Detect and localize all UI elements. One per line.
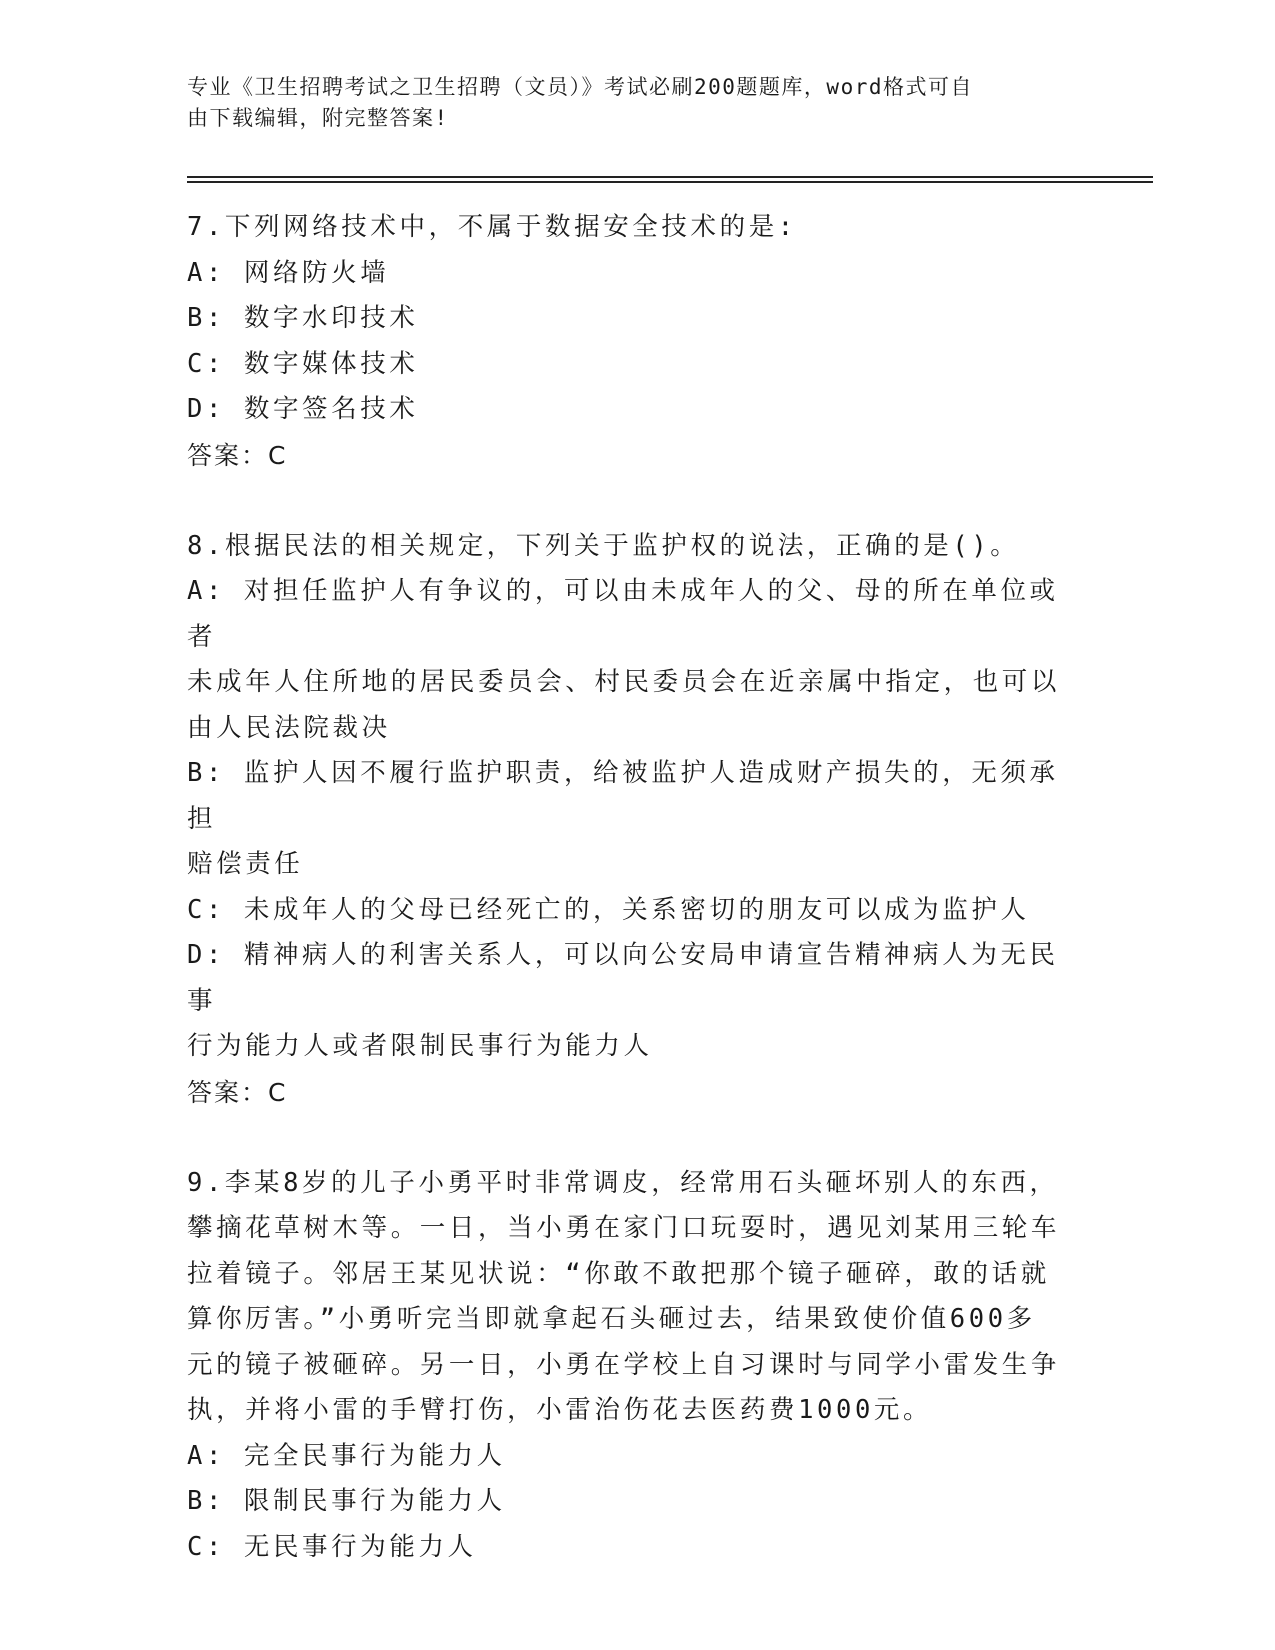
option-d: D: 数字签名技术	[187, 394, 419, 424]
option-c: C: 数字媒体技术	[187, 348, 419, 379]
option-b: B: 限制民事行为能力人	[187, 1486, 506, 1516]
option-c: C: 未成年人的父母已经死亡的，关系密切的朋友可以成为监护人	[187, 894, 1030, 925]
question-8	[187, 524, 1087, 1116]
option-b: B: 数字水印技术	[187, 303, 419, 333]
document-header	[187, 72, 1067, 134]
option-a: A: 对担任监护人有争议的，可以由未成年人的父、母的所在单位或者	[187, 576, 1059, 652]
question-9	[187, 1161, 1087, 1571]
question-stem-line: 8.根据民法的相关规定，下列关于监护权的说法，正确的是()。	[187, 530, 1020, 561]
header-divider-top	[187, 176, 1153, 178]
question-stem-line: 算你厉害。”小勇听完当即就拿起石头砸过去，结果致使价值600多	[187, 1304, 1036, 1334]
option-a-continued: 未成年人住所地的居民委员会、村民委员会在近亲属中指定，也可以	[187, 667, 1061, 697]
answer: 答案：C	[187, 440, 288, 470]
header-line-1: 专业《卫生招聘考试之卫生招聘（文员）》考试必刷200题题库，word格式可自	[187, 75, 973, 99]
question-stem-line: 攀摘花草树木等。一日，当小勇在家门口玩耍时，遇见刘某用三轮车	[187, 1213, 1061, 1243]
option-a: A: 完全民事行为能力人	[187, 1440, 506, 1471]
answer: 答案：C	[187, 1077, 288, 1107]
question-stem-line: 拉着镜子。邻居王某见状说：“你敢不敢把那个镜子砸碎，敢的话就	[187, 1258, 1050, 1289]
question-stem-line: 元的镜子被砸碎。另一日，小勇在学校上自习课时与同学小雷发生争	[187, 1349, 1061, 1380]
question-stem-line: 执，并将小雷的手臂打伤，小雷治伤花去医药费1000元。	[187, 1395, 933, 1425]
header-divider-bottom	[187, 181, 1153, 183]
question-stem-line: 7.下列网络技术中，不属于数据安全技术的是:	[187, 212, 797, 242]
option-d-continued: 行为能力人或者限制民事行为能力人	[187, 1031, 653, 1061]
question-7	[187, 205, 1087, 478]
option-b-continued: 赔偿责任	[187, 849, 304, 879]
question-stem-line: 9.李某8岁的儿子小勇平时非常调皮，经常用石头砸坏别人的东西，	[187, 1167, 1059, 1198]
option-a: A: 网络防火墙	[187, 257, 390, 288]
option-d: D: 精神病人的利害关系人，可以向公安局申请宣告精神病人为无民事	[187, 940, 1059, 1016]
option-c: C: 无民事行为能力人	[187, 1531, 477, 1562]
question-list	[187, 205, 1087, 1570]
header-line-2: 由下载编辑，附完整答案!	[187, 106, 449, 130]
option-b: B: 监护人因不履行监护职责，给被监护人造成财产损失的，无须承担	[187, 758, 1059, 834]
option-a-continued: 由人民法院裁决	[187, 712, 391, 743]
